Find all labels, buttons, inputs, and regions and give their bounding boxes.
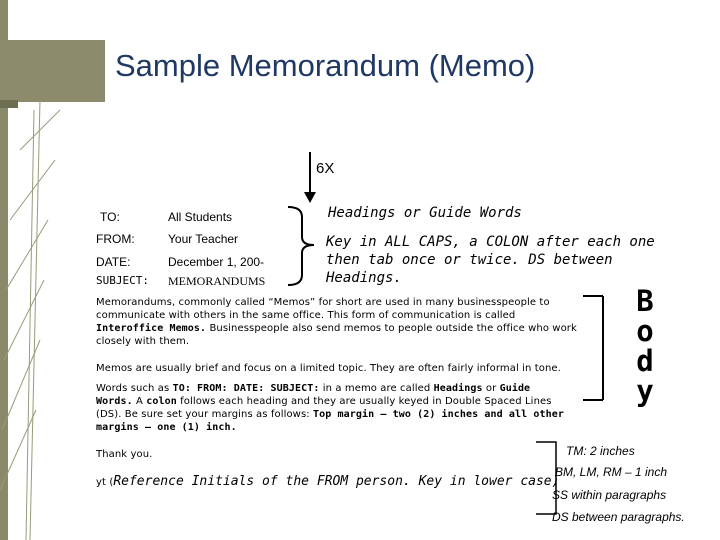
initials-annotation: Reference Initials of the FROM person. Key in lower case) (113, 474, 560, 489)
guide-words-annotation: Headings or Guide Words (328, 205, 522, 221)
note-top-margin: TM: 2 inches (566, 444, 635, 458)
margin-term: Top margin – two (2) inches and all other (313, 409, 564, 420)
paragraph-3-text: (DS). Be sure set your margins as follows: (96, 409, 314, 420)
interoffice-memos-term: Interoffice Memos. (96, 323, 207, 334)
guide-words-term: TO: FROM: DATE: SUBJECT: (172, 383, 320, 394)
caps-annotation-line1: Key in ALL CAPS, a COLON after each one (326, 234, 655, 250)
note-single-spacing: SS within paragraphs (552, 488, 667, 502)
initials-prefix: yt ( (96, 477, 114, 488)
colon-term: colon (146, 396, 177, 407)
paragraph-2: Memos are usually brief and focus on a limited topic. They are often fairly informal in tone. (96, 363, 561, 374)
note-other-margins: BM, LM, RM – 1 inch (555, 465, 668, 479)
paragraph-3-text: in a memo are called (319, 383, 434, 394)
paragraph-1-line1: Memorandums, commonly called “Memos” for short are used in many businesspeople to (96, 297, 550, 308)
subject-value: MEMORANDUMS (168, 274, 266, 288)
body-letter: y (636, 374, 654, 408)
paragraph-3-text: Words such as (96, 383, 173, 394)
headings-term: Headings (433, 383, 483, 394)
decorative-lines (0, 90, 70, 540)
page-title: Sample Memorandum (Memo) (115, 48, 536, 83)
note-double-spacing: DS between paragraphs. (552, 510, 685, 524)
paragraph-3 (96, 382, 616, 434)
to-label: TO: (100, 210, 120, 224)
brace-icon (284, 203, 324, 288)
words-term: Words. (96, 396, 133, 407)
body-letter: d (636, 344, 654, 378)
reference-initials (96, 470, 559, 490)
caps-annotation-line2: then tab once or twice. DS between (326, 252, 613, 268)
date-label: DATE: (96, 255, 131, 269)
paragraph-3-text: or (482, 383, 500, 394)
from-value: Your Teacher (168, 232, 239, 246)
margin-term-end: margins – one (1) inch. (96, 422, 237, 433)
closing: Thank you. (96, 449, 153, 460)
from-label: FROM: (96, 232, 135, 246)
guide-term: Guide (499, 383, 531, 394)
paragraph-3-text: A (132, 396, 147, 407)
body-letter: B (636, 284, 654, 318)
paragraph-1-line3: Businesspeople also send memos to people outside the office who work (206, 323, 577, 334)
to-value: All Students (168, 210, 233, 224)
paragraph-1 (96, 296, 616, 348)
spacing-label: 6X (316, 160, 335, 177)
paragraph-1-line2: communicate with others in the same office. This form of communication is called (96, 310, 516, 321)
subject-label: SUBJECT: (96, 274, 149, 287)
caps-annotation-line3: Headings. (326, 270, 402, 286)
date-value: December 1, 200- (168, 255, 265, 269)
body-letter: o (636, 314, 654, 348)
paragraph-1-line4: closely with them. (96, 336, 190, 347)
paragraph-3-text: follows each heading and they are usually keyed in Double Spaced Lines (176, 396, 552, 407)
down-arrow-icon (300, 150, 320, 205)
body-label (625, 286, 665, 406)
